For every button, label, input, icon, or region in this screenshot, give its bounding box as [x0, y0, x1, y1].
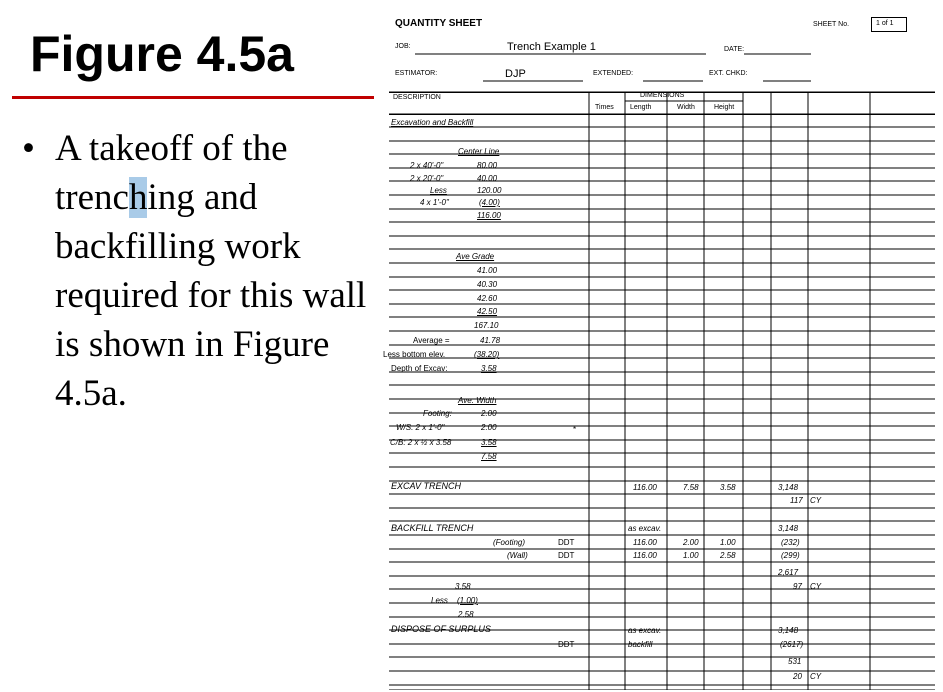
- calc-line: Less bottom elev.: [383, 350, 446, 359]
- calc-value: 41.78: [480, 336, 501, 345]
- as-excav-note: as excav.: [628, 626, 662, 635]
- calc-line: Footing:: [423, 409, 452, 418]
- extension-value: (232): [781, 538, 800, 547]
- calc-value: 80.00: [477, 161, 498, 170]
- calc-line: 2 x 20'-0": [410, 174, 444, 183]
- text-selection-highlight: h: [128, 177, 148, 218]
- height-value: 1.00: [720, 538, 736, 547]
- calc-value: 2.00: [481, 423, 497, 432]
- calc-line: (Footing): [493, 538, 526, 547]
- extension-value: 3,148: [778, 524, 799, 533]
- backfill-note: backfill: [628, 640, 653, 649]
- extension-value: (2617): [780, 640, 804, 649]
- slide-title: Figure 4.5a: [30, 26, 294, 82]
- dispose-surplus-item: DISPOSE OF SURPLUS: [391, 624, 491, 634]
- job-value: Trench Example 1: [507, 41, 596, 53]
- extension-value: 3,148: [778, 483, 799, 492]
- estimator-value: DJP: [505, 68, 526, 80]
- unit-label: CY: [810, 496, 822, 505]
- calc-line: W/S: 2 x 1'-0": [396, 423, 445, 432]
- calc-line: Depth of Excav:: [391, 364, 448, 373]
- bullet-marker: •: [22, 128, 35, 169]
- width-value: 2.00: [683, 538, 699, 547]
- calc-line: Average =: [413, 336, 450, 345]
- calc-value: 41.00: [477, 266, 498, 275]
- calc-value: (1.00): [457, 596, 478, 605]
- col-times-header: Times: [595, 104, 614, 111]
- width-value: 7.58: [683, 483, 699, 492]
- unit-label: CY: [810, 672, 822, 681]
- ext-chkd-label: EXT. CHKD:: [709, 70, 748, 77]
- job-label: JOB:: [395, 43, 411, 50]
- calc-value: 40.30: [477, 280, 498, 289]
- bullet-text-part-2: ing and backfilling work required for this wall is shown in Figure 4.5a.: [55, 177, 367, 414]
- excavation-backfill-heading: Excavation and Backfill: [391, 118, 474, 127]
- calc-line: (Wall): [507, 551, 528, 560]
- extension-value: 97: [793, 582, 802, 591]
- sheet-no-label: SHEET No.: [813, 21, 850, 28]
- calc-value: 42.50: [477, 307, 498, 316]
- calc-value: 3.58: [455, 582, 471, 591]
- extension-value: 3,148: [778, 626, 799, 635]
- as-excav-note: as excav.: [628, 524, 662, 533]
- calc-line: Less: [430, 186, 447, 195]
- calc-value: 120.00: [477, 186, 502, 195]
- col-description-header: DESCRIPTION: [393, 94, 441, 101]
- calc-value: 42.60: [477, 294, 498, 303]
- calc-value: 3.58: [481, 438, 497, 447]
- extension-value: 117: [790, 496, 803, 505]
- extension-value: 531: [788, 657, 802, 666]
- calc-line: C/B: 2 x ½ x 3.58: [390, 438, 452, 447]
- quantity-sheet: [383, 10, 940, 690]
- ddt-mark: DDT: [558, 551, 575, 560]
- date-label: DATE:: [724, 46, 745, 53]
- stray-mark: *: [573, 425, 577, 434]
- col-height-header: Height: [714, 104, 735, 111]
- length-value: 116.00: [633, 538, 657, 547]
- width-value: 1.00: [683, 551, 699, 560]
- center-line-heading: Center Line: [458, 147, 500, 156]
- calc-line: 2 x 40'-0": [410, 161, 444, 170]
- estimator-label: ESTIMATOR:: [395, 70, 438, 77]
- height-value: 3.58: [720, 483, 736, 492]
- calc-line: Less: [431, 596, 448, 605]
- calc-line: 4 x 1'-0": [420, 198, 449, 207]
- calc-value: 3.58: [481, 364, 497, 373]
- calc-value: 2.00: [481, 409, 497, 418]
- calc-value: 2.58: [458, 610, 474, 619]
- height-value: 2.58: [720, 551, 736, 560]
- calc-value: 7.58: [481, 452, 497, 461]
- length-value: 116.00: [633, 551, 657, 560]
- unit-label: CY: [810, 582, 822, 591]
- sheet-no-value: 1 of 1: [876, 20, 894, 27]
- col-dimensions-header: DIMENSIONS: [640, 92, 685, 99]
- bullet-text-part-1: A takeoff of the trenc: [55, 128, 288, 218]
- sheet-heading: QUANTITY SHEET: [395, 18, 483, 29]
- bullet-text: [55, 124, 375, 418]
- calc-value: 167.10: [474, 321, 499, 330]
- col-length-header: Length: [630, 104, 652, 111]
- ave-grade-heading: Ave Grade: [456, 252, 495, 261]
- excav-trench-item: EXCAV TRENCH: [391, 481, 462, 491]
- calc-value: (4.00): [479, 198, 500, 207]
- backfill-trench-item: BACKFILL TRENCH: [391, 523, 474, 533]
- calc-value: 40.00: [477, 174, 498, 183]
- extension-value: (299): [781, 551, 800, 560]
- length-value: 116.00: [633, 483, 657, 492]
- calc-value: 116.00: [477, 211, 501, 220]
- ddt-mark: DDT: [558, 640, 575, 649]
- ddt-mark: DDT: [558, 538, 575, 547]
- ave-width-heading: Ave. Width: [458, 396, 497, 405]
- extension-value: 2,617: [778, 568, 799, 577]
- calc-value: (38.20): [474, 350, 500, 359]
- col-width-header: Width: [677, 104, 695, 111]
- title-underline: [12, 96, 374, 99]
- extension-value: 20: [793, 672, 802, 681]
- extended-label: EXTENDED:: [593, 70, 634, 77]
